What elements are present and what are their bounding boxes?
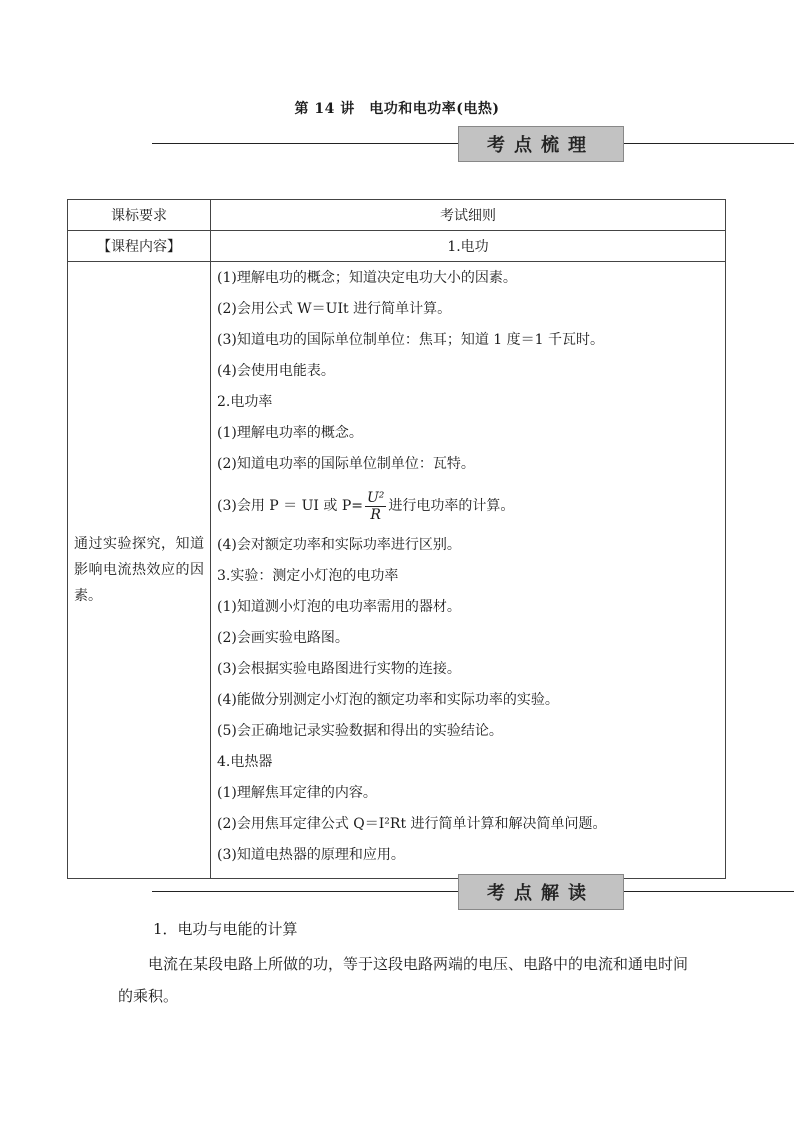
exam-details [211,262,726,879]
table-subheader-row [68,231,726,262]
list-item: (1)理解焦耳定律的内容。 [217,785,377,801]
list-item: (1)理解电功的概念；知道决定电功大小的因素。 [217,270,517,286]
list-item: (3)会根据实验电路图进行实物的连接。 [217,661,461,677]
section-tag: 考点梳理 [458,126,624,162]
section-heading: 1．电功与电能的计算 [153,920,298,938]
section-bar-kaodian-jiedu [0,874,794,910]
subheader-cell: 1.电功 [211,231,726,262]
paragraph-text: 电流在某段电路上所做的功，等于这段电路两端的电压、电路中的电流和通电时间的乘积。 [118,955,689,1005]
list-item: (1)知道测小灯泡的电功率需用的器材。 [217,599,461,615]
list-item: (5)会正确地记录实验数据和得出的实验结论。 [217,723,503,739]
list-item: (4)会使用电能表。 [217,363,335,379]
list-item: (2)会画实验电路图。 [217,630,349,646]
list-item: (3)知道电功的国际单位制单位：焦耳；知道 1 度＝1 千瓦时。 [217,332,604,348]
fraction-numerator: U² [366,489,385,506]
page-title: 第 14 讲 电功和电功率(电热) [294,101,500,117]
requirements-table [67,199,726,879]
list-item: (2)知道电功率的国际单位制单位：瓦特。 [217,456,475,472]
list-item: (2)会用焦耳定律公式 Q＝I²Rt 进行简单计算和解决简单问题。 [217,816,607,832]
body-paragraph [118,948,688,1012]
formula-suffix: 进行电功率的计算。 [388,498,515,514]
list-item: (3)知道电热器的原理和应用。 [217,847,405,863]
table-header-row [68,200,726,231]
list-item: (4)会对额定功率和实际功率进行区别。 [217,537,461,553]
fraction [365,490,386,523]
formula-prefix: (3)会用 P ＝ UI 或 P= [217,498,363,514]
fraction-denominator: R [370,506,381,523]
list-item-formula [217,481,721,531]
section-bar-kaodian-shuli [0,126,794,162]
list-item: (1)理解电功率的概念。 [217,425,363,441]
list-item: 2.电功率 [217,394,273,410]
table-row [68,262,726,879]
list-item: 3.实验：测定小灯泡的电功率 [217,568,399,584]
list-item: (2)会用公式 W＝UIt 进行简单计算。 [217,301,452,317]
list-item: 4.电热器 [217,754,273,770]
header-cell: 考试细则 [211,200,726,231]
section-tag: 考点解读 [458,874,624,910]
list-item: (4)能做分别测定小灯泡的额定功率和实际功率的实验。 [217,692,559,708]
header-cell: 课标要求 [68,200,211,231]
subheader-cell: 【课程内容】 [68,231,211,262]
curriculum-requirement: 通过实验探究，知道影响电流热效应的因素。 [68,262,211,879]
